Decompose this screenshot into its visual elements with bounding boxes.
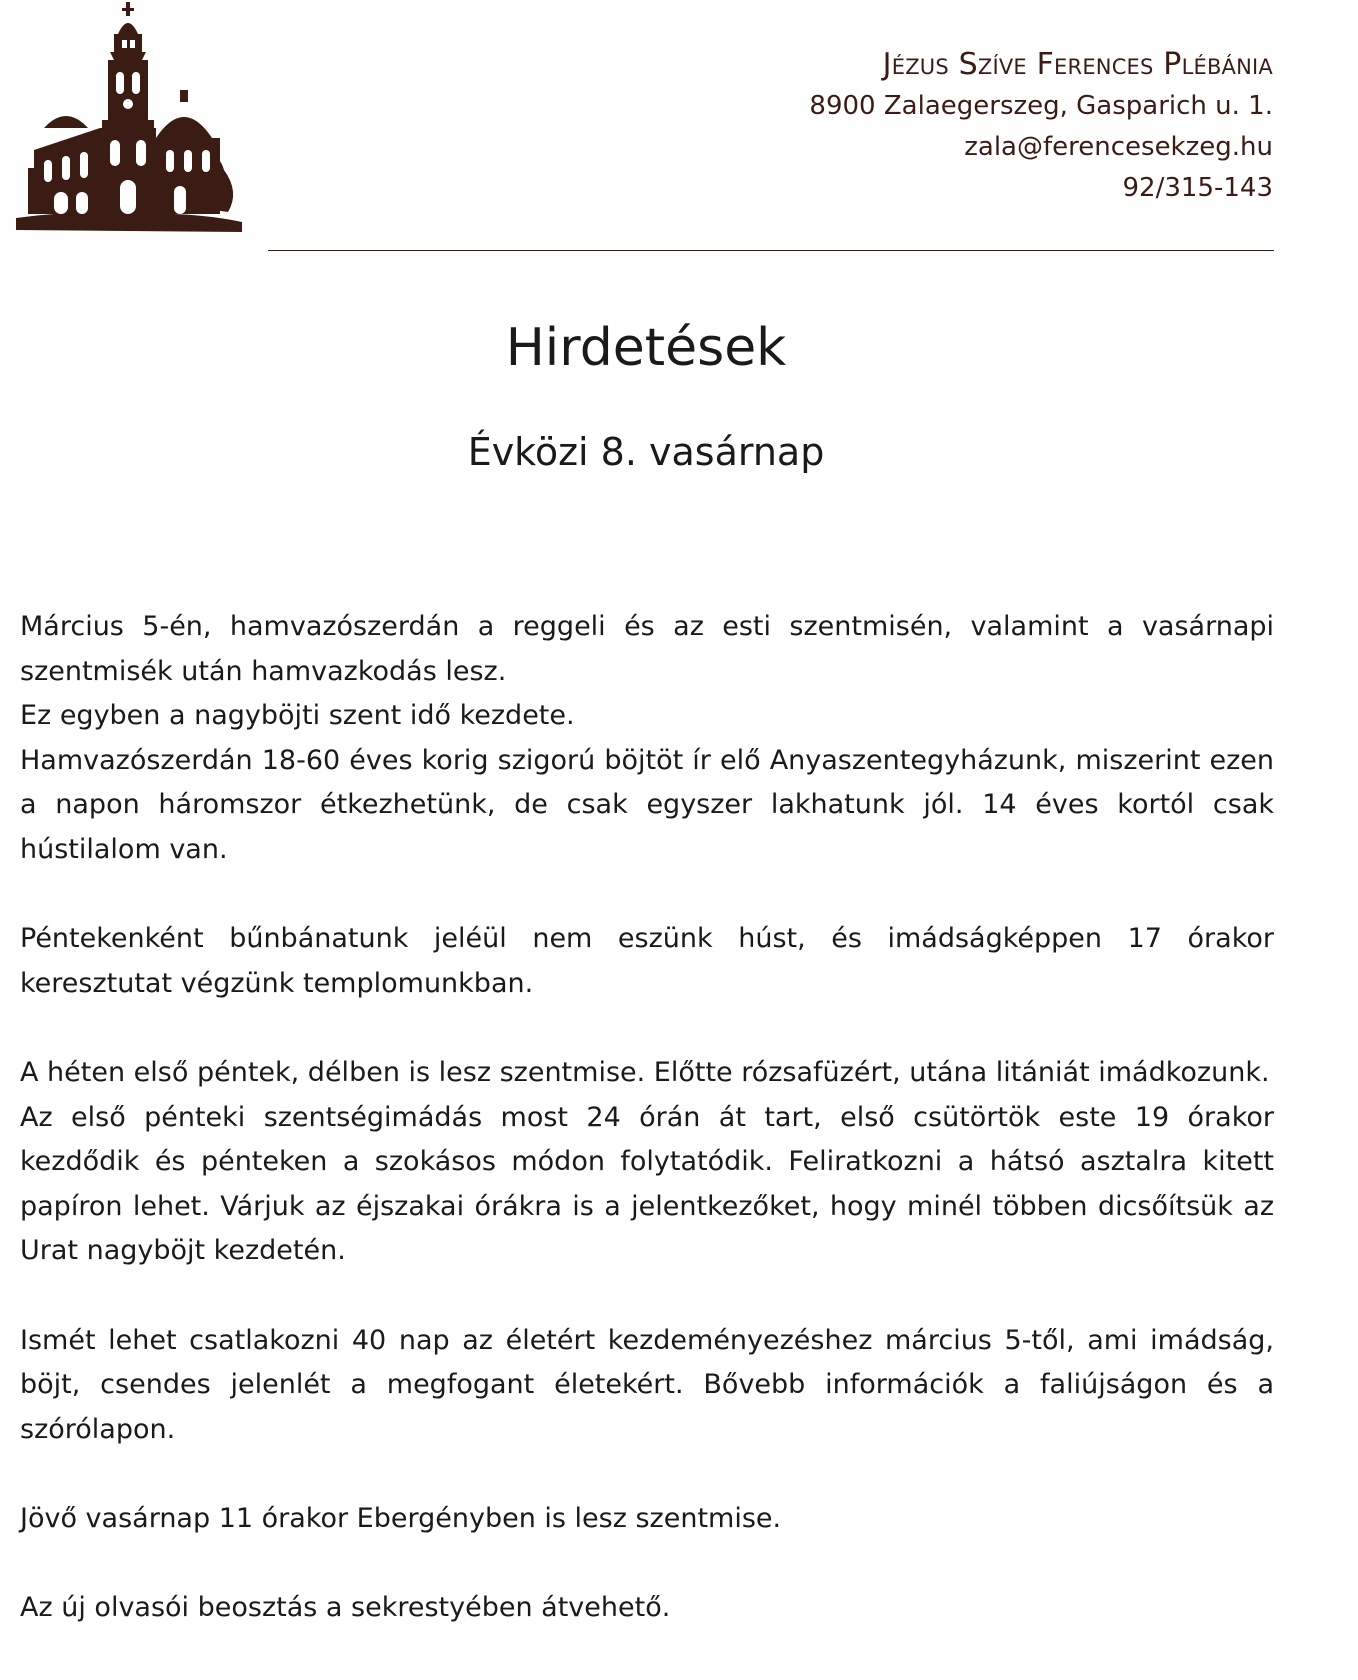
parish-email: zala@ferencesekzeg.hu (964, 132, 1273, 162)
church-icon (14, 0, 244, 240)
announcement-line: Ez egyben a nagyböjti szent idő kezdete. (20, 700, 575, 732)
parish-name: Jézus Szíve Ferences Plébánia (882, 47, 1273, 82)
announcement-paragraph (20, 1497, 1274, 1542)
header-divider (268, 250, 1274, 251)
church-logo (14, 0, 244, 240)
page-title: Hirdetések (505, 318, 787, 378)
announcement-line: Jövő vasárnap 11 órakor Ebergényben is lesz szentmise. (20, 1502, 782, 1534)
parish-address: 8900 Zalaegerszeg, Gasparich u. 1. (809, 91, 1273, 121)
announcement-paragraph (20, 1586, 1274, 1631)
announcement-line: Az első pénteki szentségimádás most 24 órán át tart, első csütörtök este 19 órakor kezdődik és pénteken a szokásos módon folytatódik. Feliratkozni a hátsó asztalra kitett papíron lehet. Várjuk az éjszakai órákra is a jelentkezőket, hogy minél többen dicsőítsük az Urat nagyböjt kezdetén. (20, 1101, 1274, 1267)
announcement-line: Az új olvasói beosztás a sekrestyében átvehető. (20, 1592, 671, 1624)
announcement-paragraph (20, 917, 1274, 1006)
announcement-paragraph (20, 605, 1274, 873)
announcement-paragraph (20, 1319, 1274, 1453)
page-subtitle: Évközi 8. vasárnap (467, 430, 825, 474)
announcement-line: A héten első péntek, délben is lesz szentmise. Előtte rózsafüzért, utána litániát imádkozunk. (20, 1056, 1270, 1088)
announcement-line: Március 5-én, hamvazószerdán a reggeli és az esti szentmisén, valamint a vasárnapi szentmisék után hamvazkodás lesz. (20, 611, 1274, 687)
announcement-line: Ismét lehet csatlakozni 40 nap az életért kezdeményezéshez március 5-től, ami imádság, böjt, csendes jelenlét a megfogant életekért. Bővebb információk a faliújságon és a szórólapon. (20, 1324, 1274, 1445)
announcement-line: Péntekenként bűnbánatunk jeléül nem eszünk húst, és imádságképpen 17 órakor keresztutat végzünk templomunkban. (20, 923, 1274, 999)
announcement-line: Hamvazószerdán 18-60 éves korig szigorú böjtöt ír elő Anyaszentegyházunk, miszerint ezen a napon háromszor étkezhetünk, de csak egyszer lakhatunk jól. 14 éves kortól csak hústilalom van. (20, 744, 1274, 865)
announcement-paragraph (20, 1051, 1274, 1274)
parish-header (809, 44, 1273, 209)
announcements-list (20, 605, 1274, 1675)
parish-phone: 92/315-143 (1122, 173, 1273, 203)
